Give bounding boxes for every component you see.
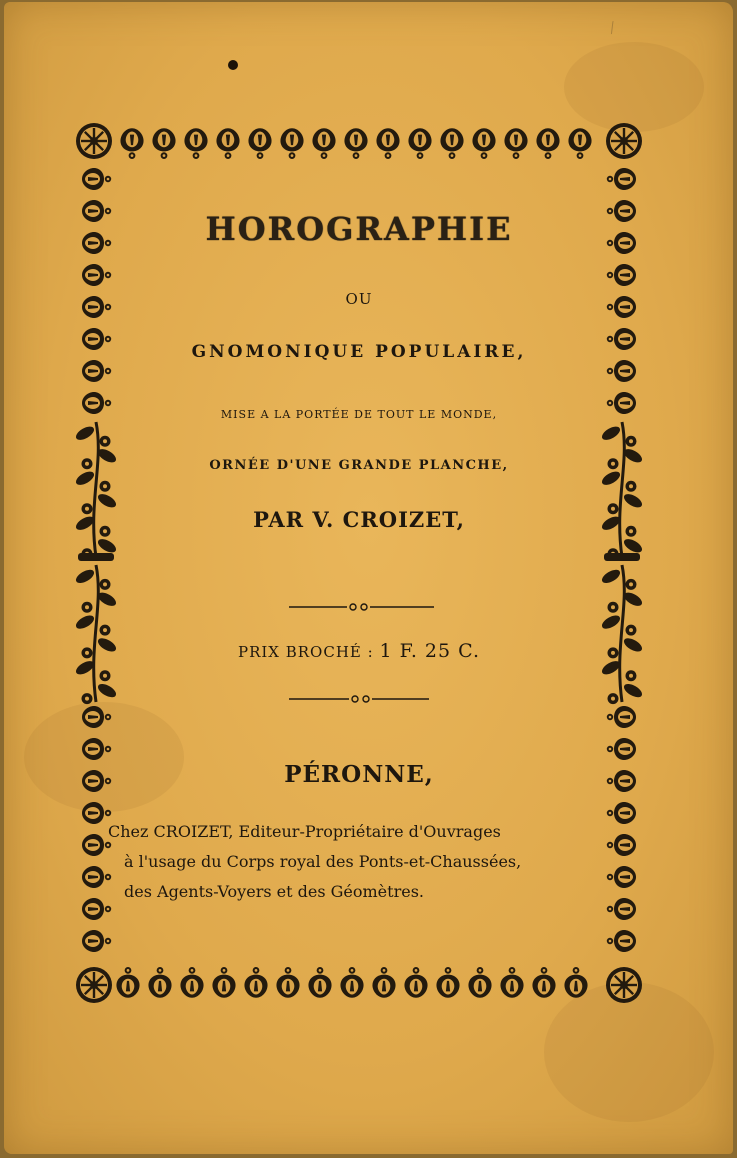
palmette-ornament: [152, 128, 175, 159]
palmette-ornament: [82, 328, 111, 350]
floral-vine-ornament: [74, 422, 118, 559]
floral-vine-ornament: [600, 422, 644, 559]
palmette-ornament: [607, 232, 636, 254]
palmette-ornament: [568, 128, 591, 159]
palmette-ornament: [607, 898, 636, 920]
palmette-ornament: [404, 967, 427, 998]
palmette-ornament: [312, 128, 335, 159]
subtitle-line-2: MISE A LA PORTÉE DE TOUT LE MONDE,: [220, 408, 498, 421]
palmette-ornament: [82, 296, 111, 318]
palmette-ornament: [500, 967, 523, 998]
palmette-ornament: [82, 802, 111, 824]
palmette-ornament: [376, 128, 399, 159]
price-line: [114, 640, 604, 662]
palmette-ornament: [408, 128, 431, 159]
palmette-ornament: [116, 967, 139, 998]
palmette-ornament: [436, 967, 459, 998]
palmette-ornament: [212, 967, 235, 998]
publisher-line: à l'usage du Corps royal des Ponts-et-Chaussées,: [124, 852, 522, 871]
palmette-ornament: [607, 200, 636, 222]
decorative-rule: [289, 602, 434, 612]
palmette-ornament: [82, 168, 111, 190]
publisher-line: Chez CROIZET, Editeur-Propriétaire d'Ouvrages: [108, 822, 501, 841]
palmette-ornament: [344, 128, 367, 159]
palmette-ornament: [82, 866, 111, 888]
palmette-ornament: [120, 128, 143, 159]
vine-band: [78, 553, 114, 561]
palmette-ornament: [607, 834, 636, 856]
floral-vine-ornament: [74, 565, 118, 704]
palmette-ornament: [340, 967, 363, 998]
palmette-ornament: [468, 967, 491, 998]
palmette-ornament: [607, 328, 636, 350]
floral-vine-ornament: [600, 565, 644, 704]
palmette-ornament: [607, 168, 636, 190]
palmette-ornament: [184, 128, 207, 159]
book-subtitle: GNOMONIQUE POPULAIRE,: [191, 342, 527, 362]
subtitle-line-3: ORNÉE D'UNE GRANDE PLANCHE,: [209, 458, 509, 473]
palmette-ornament: [82, 834, 111, 856]
decorative-rule: [289, 694, 434, 704]
palmette-ornament: [607, 738, 636, 760]
palmette-ornament: [564, 967, 587, 998]
price-label: PRIX BROCHÉ :: [237, 643, 374, 661]
palmette-ornament: [440, 128, 463, 159]
palmette-ornament: [607, 930, 636, 952]
vine-band: [604, 553, 640, 561]
ink-dot: [228, 60, 238, 70]
corner-rosette: [606, 967, 642, 1003]
book-title: HOROGRAPHIE: [205, 210, 513, 248]
palmette-ornament: [248, 128, 271, 159]
palmette-ornament: [82, 706, 111, 728]
price-value: 1 F. 25 C.: [379, 640, 481, 662]
palmette-ornament: [607, 360, 636, 382]
palmette-ornament: [607, 770, 636, 792]
palmette-ornament: [607, 802, 636, 824]
title-connector: OU: [345, 290, 373, 308]
palmette-ornament: [216, 128, 239, 159]
palmette-ornament: [532, 967, 555, 998]
palmette-ornament: [607, 392, 636, 414]
palmette-ornament: [308, 967, 331, 998]
palmette-ornament: [536, 128, 559, 159]
palmette-ornament: [372, 967, 395, 998]
palmette-ornament: [82, 360, 111, 382]
palmette-ornament: [82, 392, 111, 414]
palmette-ornament: [607, 866, 636, 888]
palmette-ornament: [472, 128, 495, 159]
palmette-ornament: [82, 264, 111, 286]
corner-rosette: [76, 967, 112, 1003]
palmette-ornament: [280, 128, 303, 159]
palmette-ornament: [82, 898, 111, 920]
palmette-ornament: [180, 967, 203, 998]
palmette-ornament: [82, 770, 111, 792]
corner-rosette: [76, 123, 112, 159]
book-cover: [4, 2, 733, 1154]
palmette-ornament: [276, 967, 299, 998]
palmette-ornament: [82, 200, 111, 222]
palmette-ornament: [244, 967, 267, 998]
publication-place: PÉRONNE,: [284, 761, 434, 788]
palmette-ornament: [607, 706, 636, 728]
corner-rosette: [606, 123, 642, 159]
palmette-ornament: [504, 128, 527, 159]
author-line: PAR V. CROIZET,: [253, 507, 465, 532]
palmette-ornament: [82, 232, 111, 254]
palmette-ornament: [607, 296, 636, 318]
palmette-ornament: [148, 967, 171, 998]
palmette-ornament: [82, 738, 111, 760]
publisher-line: des Agents-Voyers et des Géomètres.: [124, 882, 424, 901]
palmette-ornament: [82, 930, 111, 952]
pencil-mark: /: [607, 19, 618, 37]
publisher-block: [108, 817, 608, 907]
palmette-ornament: [607, 264, 636, 286]
